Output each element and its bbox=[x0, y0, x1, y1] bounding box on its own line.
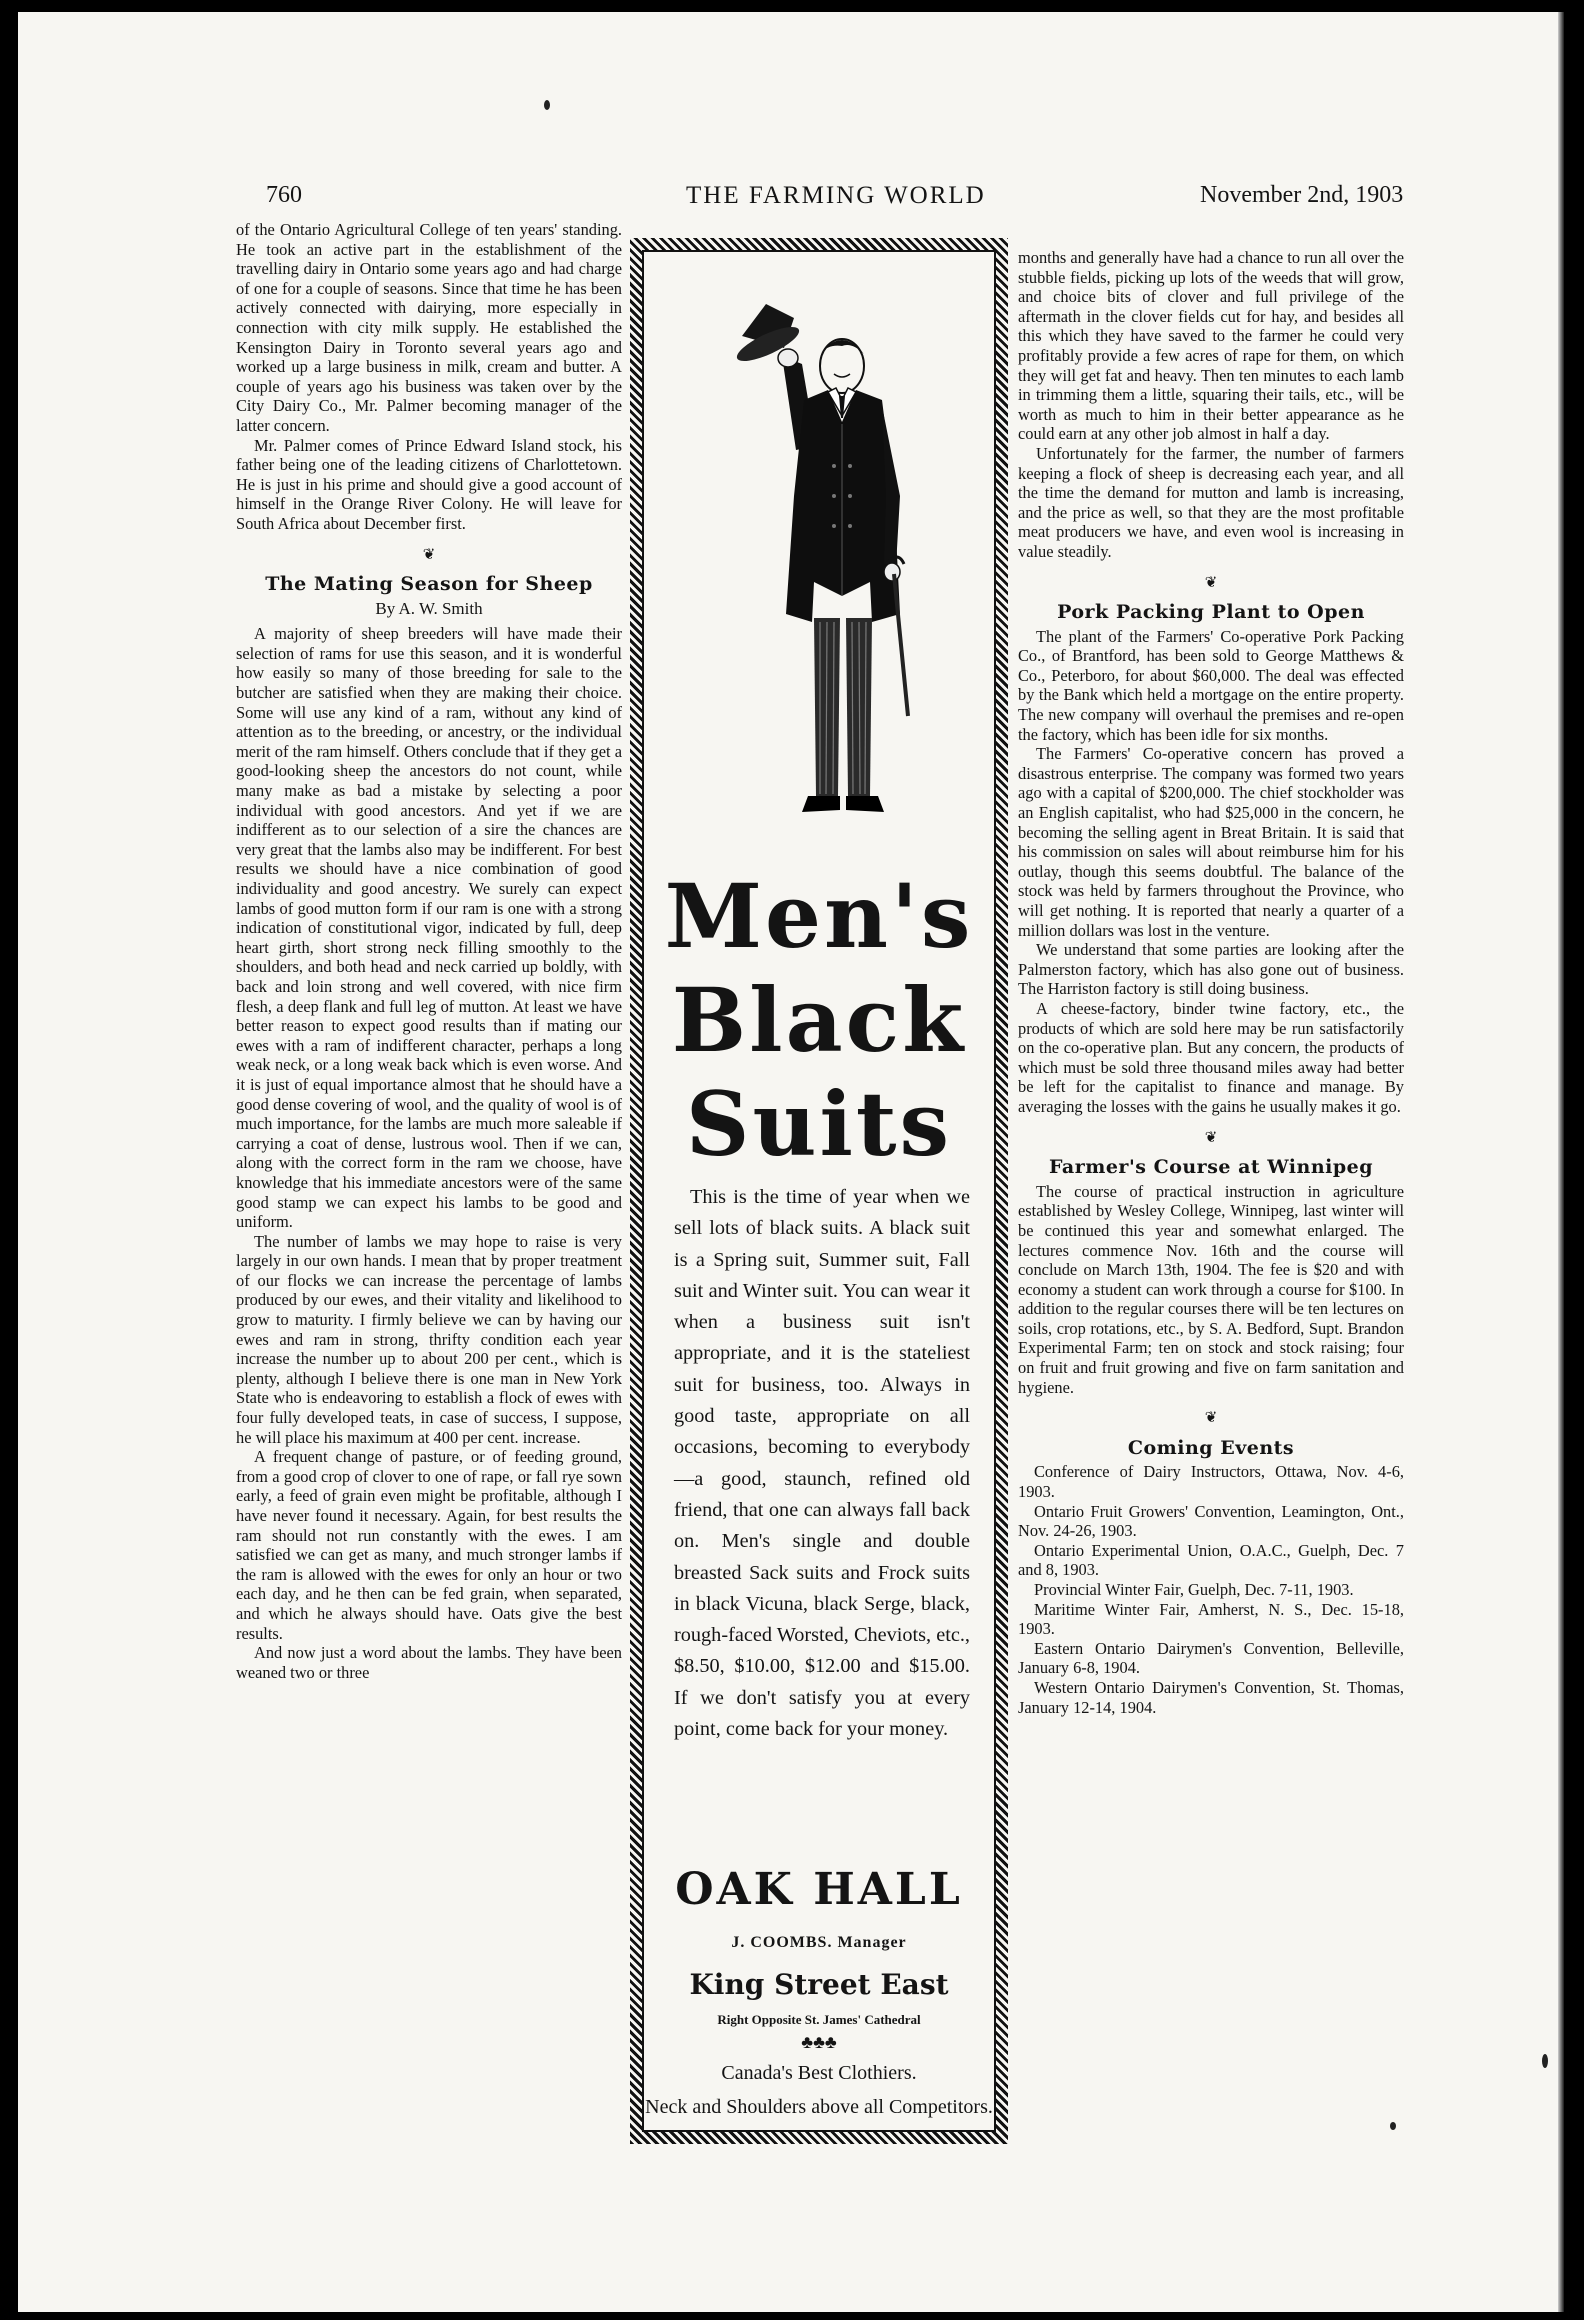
event-item: Ontario Experimental Union, O.A.C., Guelph, Dec. 7 and 8, 1903. bbox=[1018, 1540, 1404, 1580]
article-title: Pork Packing Plant to Open bbox=[1057, 601, 1365, 624]
page-number: 760 bbox=[266, 182, 302, 208]
store-manager: J. COOMBS. Manager bbox=[731, 1934, 907, 1951]
oak-hall-advertisement bbox=[630, 238, 1008, 2144]
paragraph: A frequent change of pasture, or of feeding ground, from a good crop of clover to one of rape, or fall rye sown early, a feed of grain even might be profitable, although I have never found it necessary. Again, for best results the ram should not run constantly with the ewes. I am satisfied we can get as many, and much stronger lambs if the ram is allowed with the ewes for only an hour or two each day, and he then can be fed grain, when separated, and which he always should have. Oats give the best results. bbox=[236, 1447, 622, 1643]
right-column bbox=[1018, 248, 1404, 2188]
ad-headline-line: Black bbox=[671, 968, 967, 1072]
newspaper-page bbox=[18, 12, 1564, 2312]
ad-headline-line: Suits bbox=[685, 1072, 953, 1176]
event-item: Conference of Dairy Instructors, Ottawa, Nov. 4-6, 1903. bbox=[1018, 1462, 1404, 1502]
store-slogan: Neck and Shoulders above all Competitors. bbox=[645, 2096, 993, 2118]
paragraph: The Farmers' Co-operative concern has proved a disastrous enterprise. The company was formed two years ago with a capital of $200,000. The chief stockholder was an English capitalist, who had $25,000 in the concern, he becoming the selling agent in Breat Britain. It is said that his commission on sales will about reimburse him for his outlay, though this seems doubtful. The balance of the stock was held by farmers throughout the Province, who will get nothing. It is reported that nearly a quarter of a million dollars was lost in the venture. bbox=[1018, 744, 1404, 940]
scan-speck bbox=[544, 100, 550, 110]
trefoil-ornament-icon: ♣♣♣ bbox=[801, 2032, 837, 2052]
store-location: Right Opposite St. James' Cathedral bbox=[717, 2012, 921, 2027]
masthead: THE FARMING WORLD bbox=[686, 182, 986, 209]
paragraph: The course of practical instruction in agriculture established by Wesley College, Winnipeg, last winter will be continued this year and somewhat enlarged. The lectures commence Nov. 16th and the course will conclude on March 13th, 1904. The fee is $20 and with economy a student can work through a course for $100. In addition to the regular courses there will be ten lectures on soils, crop rotations, etc., by S. A. Bedford, Supt. Brandon Experimental Farm; ten on stock and stock raising; four on fruit and fruit growing and five on farm sanitation and hygiene. bbox=[1018, 1181, 1404, 1397]
scan-speck bbox=[1390, 2122, 1396, 2130]
paragraph: A majority of sheep breeders will have made their selection of rams for use this season, and it is wonderful how easily so many of those breeding for sale to the butcher are satisfied when they are making their choice. Some will use any kind of a ram, without any kind of attention as to the breeding, or ancestry, or the individual merit of the ram himself. Others conclude that if they get a good-looking sheep the ancestors do not count, while many make as bad a mistake by selecting a poor individual with good ancestors. And yet if we are indifferent as to our selection of a sire the chances are very great that the lambs also may be indifferent. For best results we should have a nice combination of good individuality and good ancestry. We surely can expect lambs of good mutton form if our ram is one with a strong indication of constitutional vigor, indicated by full, deep heart girth, short strong neck filling smoothly to the shoulders, and both head and neck carried up boldly, with back and loin strong and well covered, with nice firm flesh, a deep flank and full leg of mutton. At least we have better reason to expect good results than if mating our ewes with a ram of indifferent character, perhaps a long weak neck, or a long weak back which is even worse. And it is just of equal importance almost that he should have a good dense covering of wool, and the quality of wool is of much importance, for the lambs are much more saleable if carrying a coat of dense, lustrous wool. Then if we can, along with the correct form in the ram we choose, have knowledge that his immediate ancestors were of the same good stamp we can expect his lambs to be good and uniform. bbox=[236, 624, 622, 1232]
event-item: Ontario Fruit Growers' Convention, Leamington, Ont., Nov. 24-26, 1903. bbox=[1018, 1501, 1404, 1541]
running-header bbox=[18, 174, 1564, 214]
paragraph: Mr. Palmer comes of Prince Edward Island stock, his father being one of the leading citizens of Charlottetown. He is just in his prime and should give a good account of himself in the Orange River Colony. He will leave for South Africa about December first. bbox=[236, 435, 622, 533]
gentleman-in-black-suit-illustration bbox=[724, 296, 924, 826]
paragraph: A cheese-factory, binder twine factory, etc., the products of which are sold here may be run satisfactorily on the co-operative plan. But any concern, the products of which must be sold three thousand miles away had better be left for the capitalist to finance and manage. By averaging the losses with the gains he usually makes it go. bbox=[1018, 998, 1404, 1116]
leaf-ornament-icon: ❦ bbox=[422, 546, 436, 563]
leaf-ornament-icon: ❦ bbox=[1204, 1410, 1218, 1427]
event-item: Eastern Ontario Dairymen's Convention, Belleville, January 6-8, 1904. bbox=[1018, 1638, 1404, 1678]
leaf-ornament-icon: ❦ bbox=[1204, 1129, 1218, 1146]
store-tagline: Canada's Best Clothiers. bbox=[721, 2062, 917, 2084]
article-title: Coming Events bbox=[1127, 1436, 1295, 1459]
paragraph: The plant of the Farmers' Co-operative Pork Packing Co., of Brantford, has been sold to George Matthews & Co., Peterboro, for about $60,000. The deal was effected by the Bank which held a mortgage on the entire property. The new company will overhaul the premises and re-open the factory, which has been idle for six months. bbox=[1018, 626, 1404, 744]
article-byline: By A. W. Smith bbox=[375, 598, 483, 618]
paragraph: Unfortunately for the farmer, the number of farmers keeping a flock of sheep is decreasing each year, and all the time the demand for mutton and lamb is increasing, and the price as well, so that they are the most profitable meat producers we have, and even wool is increasing in value steadily. bbox=[1018, 443, 1404, 561]
article-title: Farmer's Course at Winnipeg bbox=[1048, 1156, 1374, 1179]
store-name: OAK HALL bbox=[675, 1864, 963, 1915]
event-item: Provincial Winter Fair, Guelph, Dec. 7-11, 1903. bbox=[1034, 1580, 1354, 1599]
paragraph: of the Ontario Agricultural College of ten years' standing. He took an active part in the establishment of the travelling dairy in Ontario some years ago and had charge of one for a couple of seasons. Since that time he has been actively connected with dairying, more especially in connection with city milk supply. He established the Kensington Dairy in Toronto several years ago and worked up a large business in milk, cream and butter. A couple of years ago his business was taken over by the City Dairy Co., Mr. Palmer becoming manager of the latter concern. bbox=[236, 220, 622, 435]
scan-edge bbox=[1558, 12, 1564, 2312]
ad-frame bbox=[642, 250, 996, 2132]
ad-body-copy bbox=[674, 1182, 970, 1745]
paragraph: And now just a word about the lambs. They have been weaned two or three bbox=[236, 1643, 622, 1682]
paragraph: We understand that some parties are looking after the Palmerston factory, which has also gone out of business. The Harriston factory is still doing business. bbox=[1018, 940, 1404, 999]
event-item: Maritime Winter Fair, Amherst, N. S., Dec. 15-18, 1903. bbox=[1018, 1599, 1404, 1639]
leaf-ornament-icon: ❦ bbox=[1204, 574, 1218, 591]
scan-speck bbox=[1542, 2054, 1548, 2068]
left-column bbox=[236, 220, 622, 2250]
issue-date: November 2nd, 1903 bbox=[1200, 182, 1404, 208]
article-title: The Mating Season for Sheep bbox=[265, 573, 593, 596]
store-street: King Street East bbox=[689, 1968, 949, 2001]
ad-headline-line: Men's bbox=[664, 864, 974, 968]
paragraph: The number of lambs we may hope to raise is very largely in our own hands. I mean that by proper treatment of our flocks we can increase the percentage of lambs produced by our ewes, and their vitality and likelihood to grow to maturity. I firmly believe we can by having our ewes and ram in strong, thrifty condition each year increase the number up to about 200 per cent., which is plenty, although I believe there is one man in New York State who is endeavoring to establish a flock of ewes with four fully developed teats, in case of success, I suppose, he will place his maximum at 400 per cent. increase. bbox=[236, 1231, 622, 1447]
paragraph: months and generally have had a chance to run all over the stubble fields, picking up lots of the weeds that will grow, and choice bits of clover and full privilege of the aftermath in the clover fields cut for hay, and besides all this which they have saved to the farmer he could very profitably provide a few acres of rape for them, on which they will get fat and heavy. Then ten minutes to each lamb in trimming them a little, squaring their tails, etc., will be worth as much to him in their better appearance as he could earn at any other job almost in half a day. bbox=[1018, 248, 1404, 444]
ad-body-text: This is the time of year when we sell lots of black suits. A black suit is a Spring suit, Summer suit, Fall suit and Winter suit. You can wear it when a business suit isn't appropriate, and it is the stateliest suit for business, too. Always in good taste, appropriate on all occasions, becoming to everybody—a good, staunch, refined old friend, that one can always fall back on. Men's single and double breasted Sack suits and Frock suits in black Vicuna, black Serge, black, rough-faced Worsted, Cheviots, etc., $8.50, $10.00, $12.00 and $15.00. If we don't satisfy you at every point, come back for your money. bbox=[674, 1186, 970, 1741]
event-item: Western Ontario Dairymen's Convention, St. Thomas, January 12-14, 1904. bbox=[1018, 1677, 1404, 1717]
